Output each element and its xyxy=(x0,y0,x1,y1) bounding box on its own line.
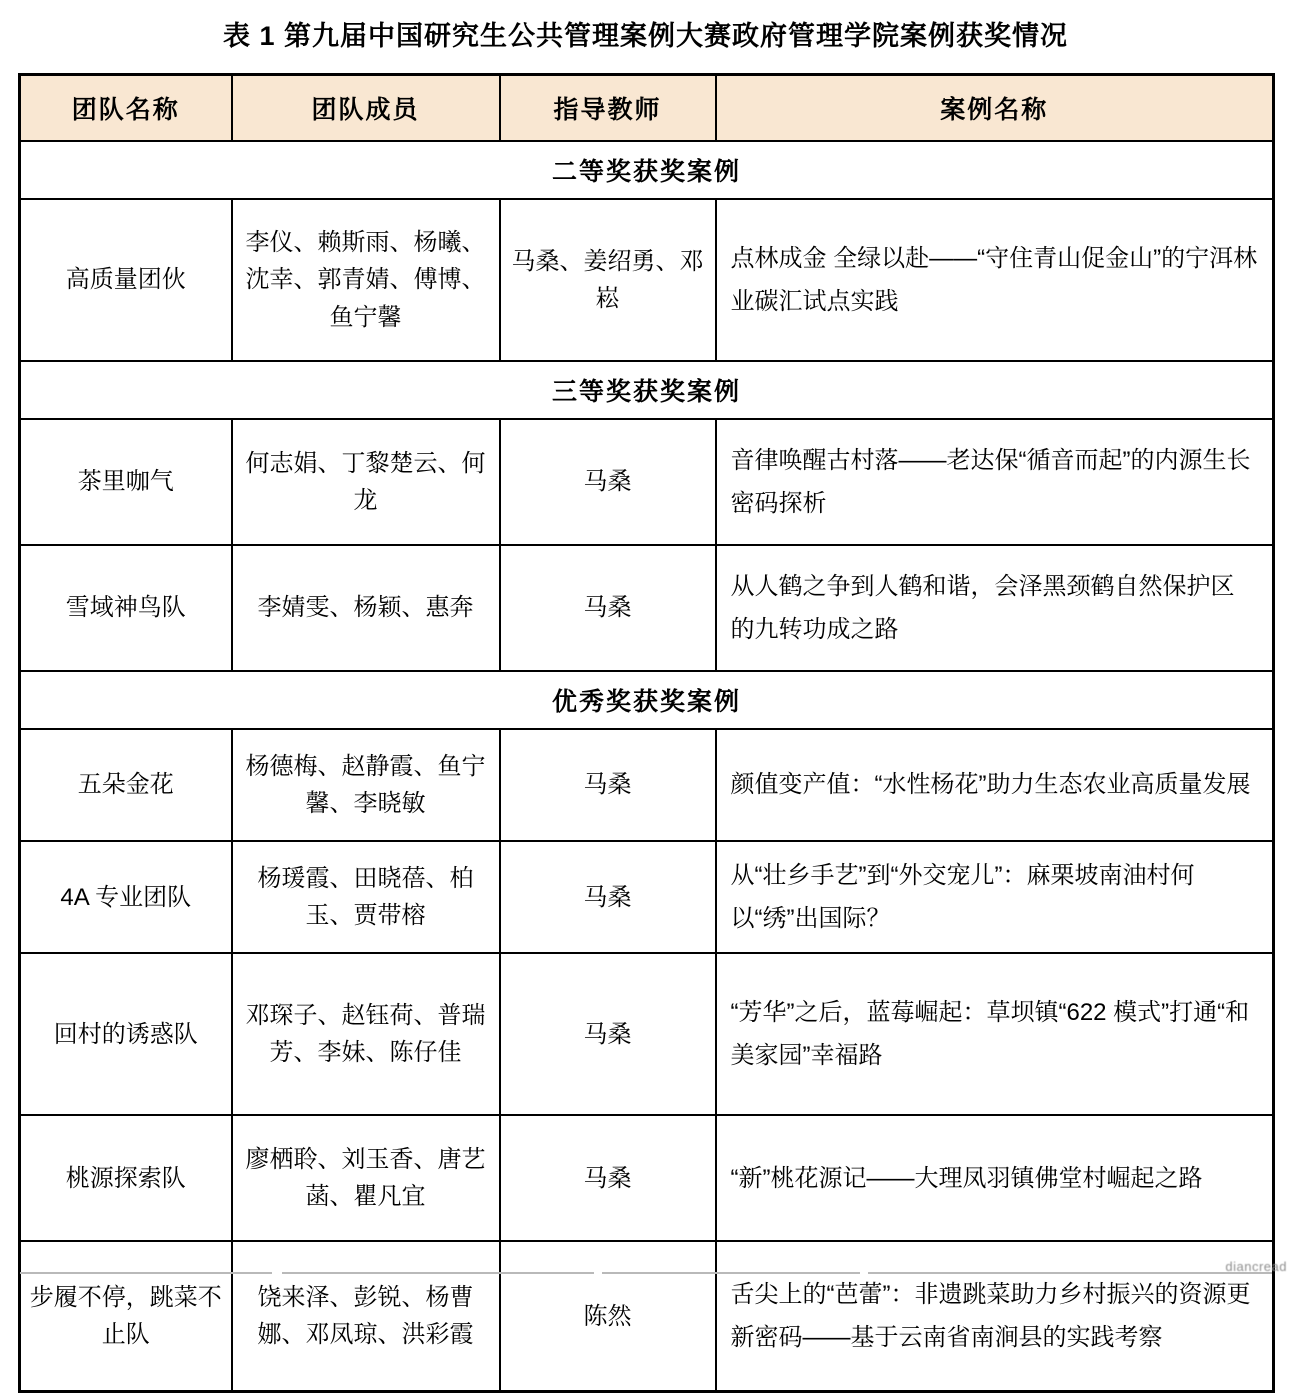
section-row-third-prize xyxy=(20,361,1274,419)
team-members-cell: 饶来泽、彭锐、杨曹娜、邓凤琼、洪彩霞 xyxy=(232,1241,500,1392)
table-row xyxy=(20,841,1274,953)
section-label: 二等奖获奖案例 xyxy=(20,141,1274,199)
table-row xyxy=(20,953,1274,1115)
table-row xyxy=(20,1115,1274,1241)
advisor-cell: 马桑 xyxy=(500,545,716,671)
table-row xyxy=(20,419,1274,545)
case-name-cell: “新”桃花源记——大理凤羽镇佛堂村崛起之路 xyxy=(716,1115,1274,1241)
table-row xyxy=(20,545,1274,671)
advisor-cell: 陈然 xyxy=(500,1241,716,1392)
award-table xyxy=(18,73,1275,1393)
header-advisor: 指导教师 xyxy=(500,75,716,142)
cropped-next-row-border xyxy=(868,1272,1272,1274)
team-name-cell: 茶里咖气 xyxy=(20,419,232,545)
table-row xyxy=(20,199,1274,361)
header-team-name: 团队名称 xyxy=(20,75,232,142)
watermark-text: diancread xyxy=(1225,1259,1287,1274)
advisor-cell: 马桑 xyxy=(500,953,716,1115)
advisor-cell: 马桑、姜绍勇、邓崧 xyxy=(500,199,716,361)
case-name-cell: 从人鹤之争到人鹤和谐，会泽黑颈鹤自然保护区的九转功成之路 xyxy=(716,545,1274,671)
team-members-cell: 邓琛子、赵钰荷、普瑞芳、李妹、陈仔佳 xyxy=(232,953,500,1115)
team-name-cell: 回村的诱惑队 xyxy=(20,953,232,1115)
case-name-cell: 从“壮乡手艺”到“外交宠儿”：麻栗坡南油村何以“绣”出国际？ xyxy=(716,841,1274,953)
case-name-cell: “芳华”之后，蓝莓崛起：草坝镇“622 模式”打通“和美家园”幸福路 xyxy=(716,953,1274,1115)
section-row-second-prize xyxy=(20,141,1274,199)
table-row xyxy=(20,729,1274,841)
team-members-cell: 李婧雯、杨颖、惠奔 xyxy=(232,545,500,671)
case-name-cell: 舌尖上的“芭蕾”：非遗跳菜助力乡村振兴的资源更新密码——基于云南省南涧县的实践考察 xyxy=(716,1241,1274,1392)
case-name-cell: 点林成金 全绿以赴——“守住青山促金山”的宁洱林业碳汇试点实践 xyxy=(716,199,1274,361)
header-case-name: 案例名称 xyxy=(716,75,1274,142)
team-members-cell: 杨瑗霞、田晓蓓、柏玉、贾带榕 xyxy=(232,841,500,953)
case-name-cell: 颜值变产值：“水性杨花”助力生态农业高质量发展 xyxy=(716,729,1274,841)
team-name-cell: 桃源探索队 xyxy=(20,1115,232,1241)
advisor-cell: 马桑 xyxy=(500,729,716,841)
team-members-cell: 李仪、赖斯雨、杨曦、沈幸、郭青婧、傅博、鱼宁馨 xyxy=(232,199,500,361)
section-label: 优秀奖获奖案例 xyxy=(20,671,1274,729)
section-row-excellence-prize xyxy=(20,671,1274,729)
cropped-next-row-border xyxy=(602,1272,860,1274)
team-name-cell: 4A 专业团队 xyxy=(20,841,232,953)
advisor-cell: 马桑 xyxy=(500,419,716,545)
section-label: 三等奖获奖案例 xyxy=(20,361,1274,419)
team-members-cell: 廖栖聆、刘玉香、唐艺菡、瞿凡宜 xyxy=(232,1115,500,1241)
advisor-cell: 马桑 xyxy=(500,1115,716,1241)
team-name-cell: 步履不停，跳菜不止队 xyxy=(20,1241,232,1392)
cropped-next-row-border xyxy=(282,1272,594,1274)
team-name-cell: 雪域神鸟队 xyxy=(20,545,232,671)
team-name-cell: 高质量团伙 xyxy=(20,199,232,361)
header-row xyxy=(20,75,1274,142)
table-title: 表 1 第九届中国研究生公共管理案例大赛政府管理学院案例获奖情况 xyxy=(222,21,1069,51)
case-name-cell: 音律唤醒古村落——老达保“循音而起”的内源生长密码探析 xyxy=(716,419,1274,545)
cropped-next-row-border xyxy=(20,1272,272,1274)
team-members-cell: 何志娟、丁黎楚云、何龙 xyxy=(232,419,500,545)
team-name-cell: 五朵金花 xyxy=(20,729,232,841)
advisor-cell: 马桑 xyxy=(500,841,716,953)
header-team-members: 团队成员 xyxy=(232,75,500,142)
table-row xyxy=(20,1241,1274,1392)
team-members-cell: 杨德梅、赵静霞、鱼宁馨、李晓敏 xyxy=(232,729,500,841)
